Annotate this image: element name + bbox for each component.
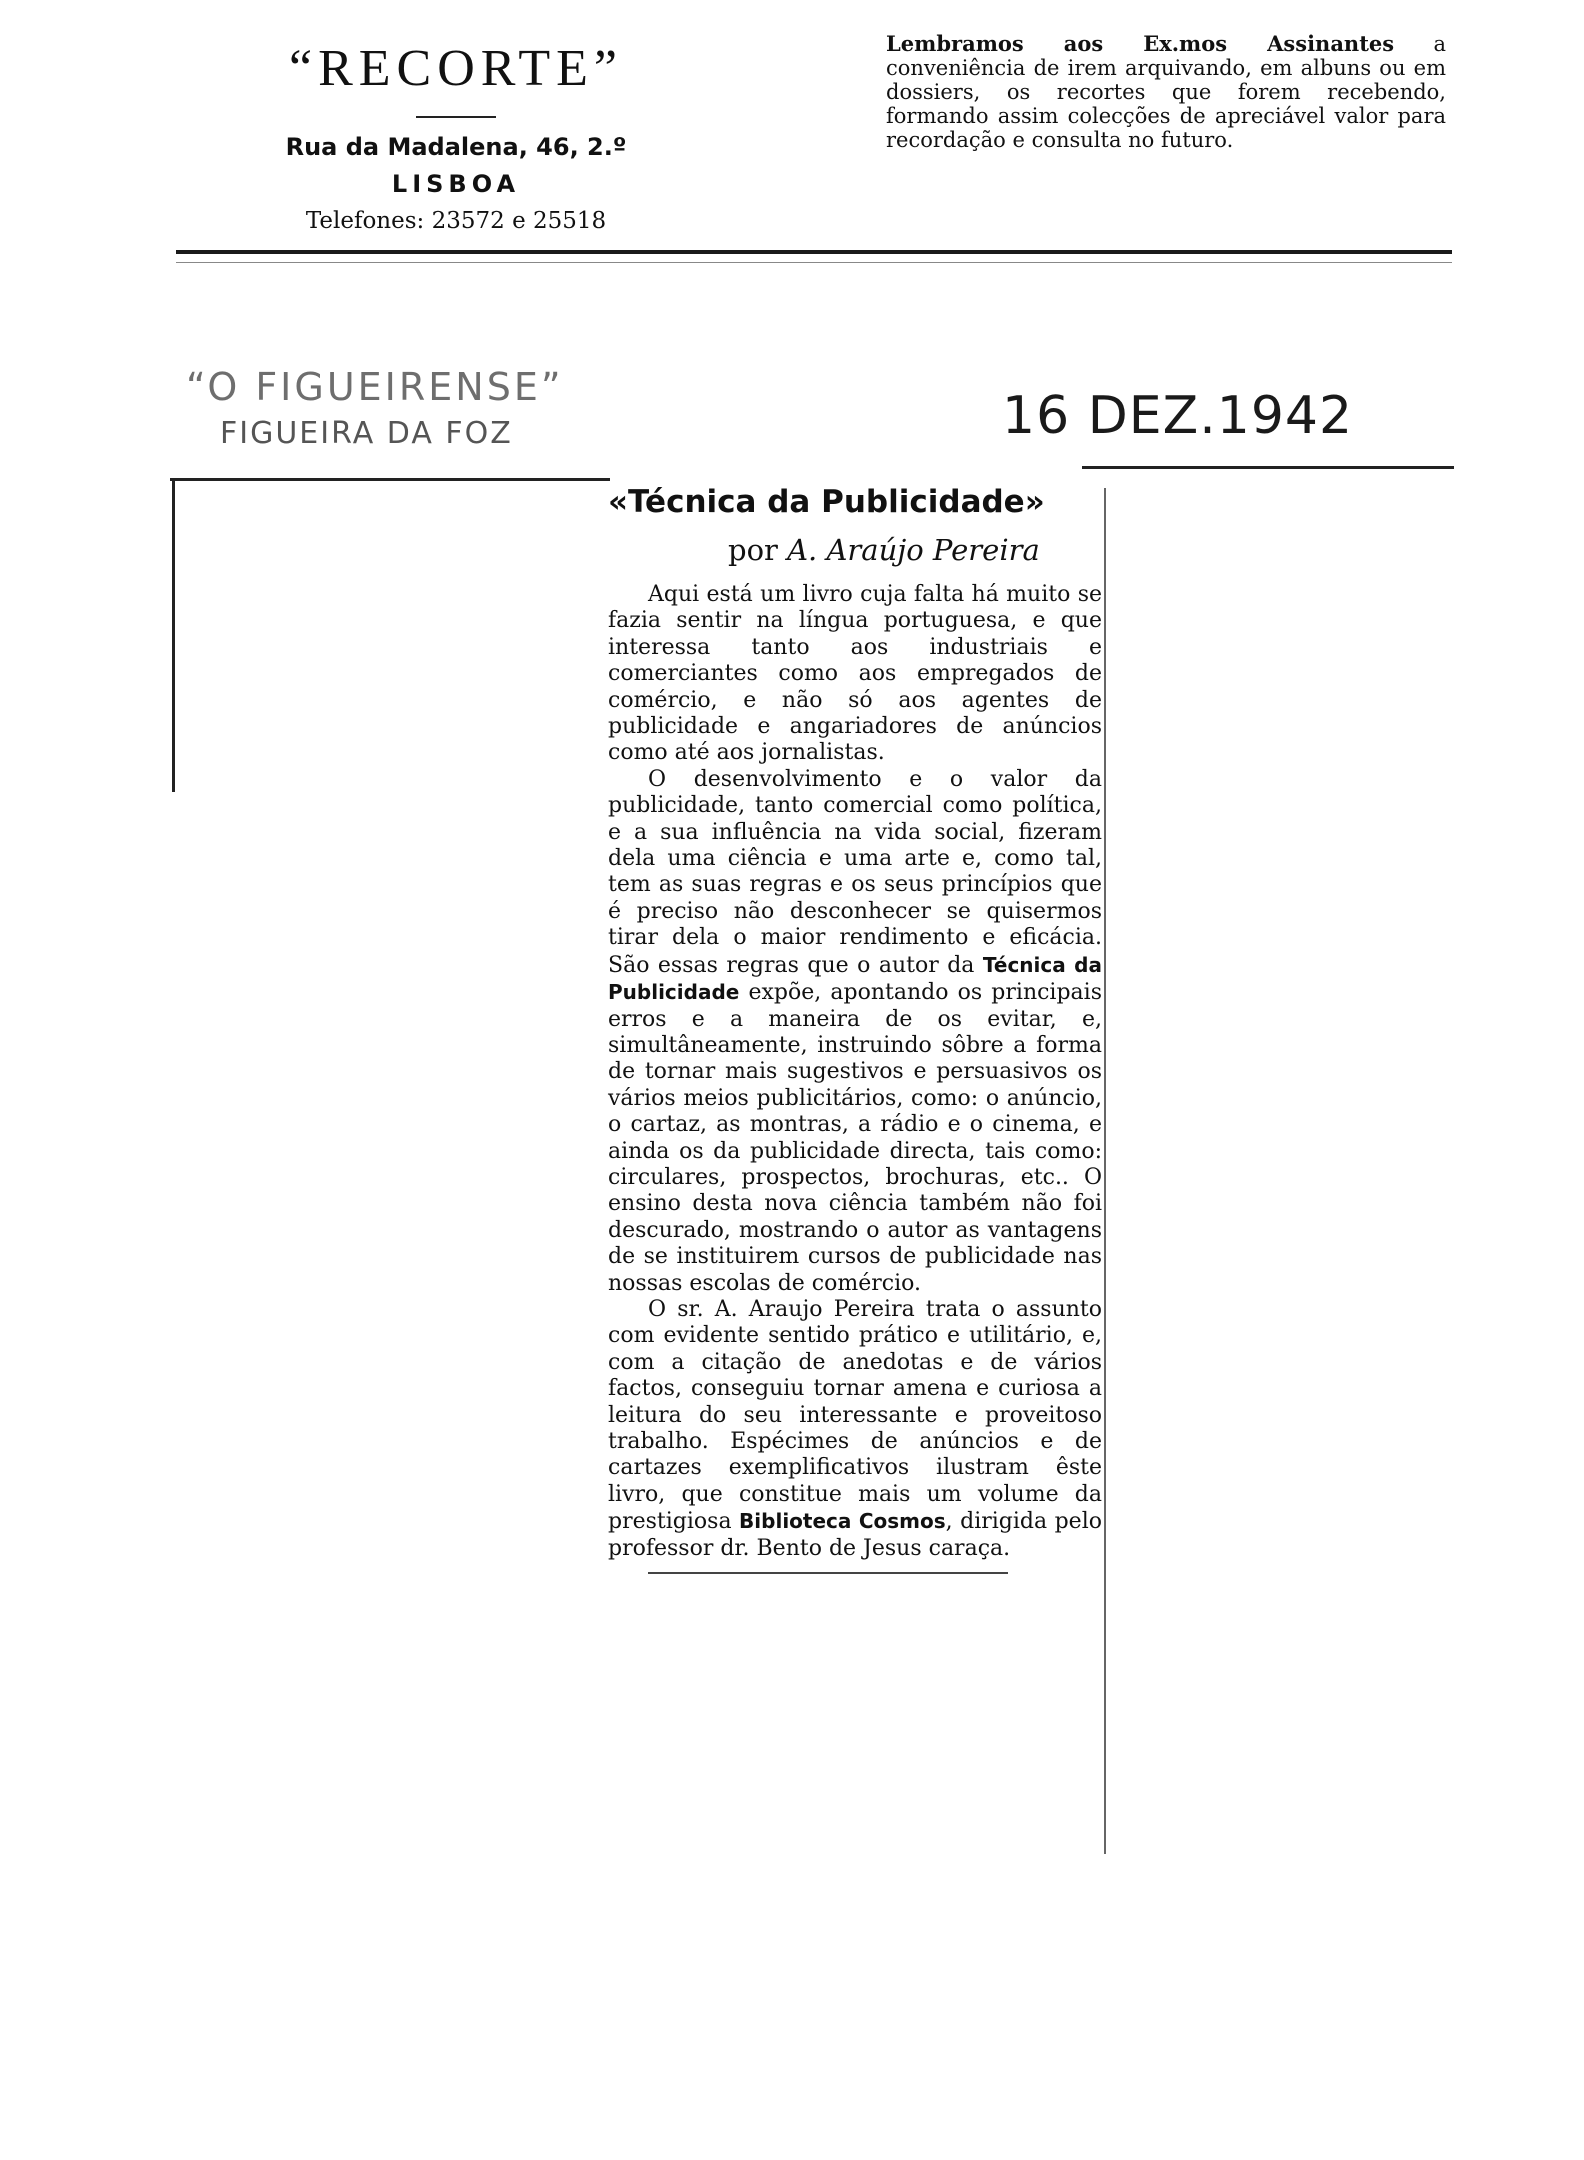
agency-name: “RECORTE” <box>289 40 623 97</box>
letterhead-divider <box>416 116 496 118</box>
article-paragraph-3 <box>608 1297 1102 1562</box>
newspaper-city: FIGUEIRA DA FOZ <box>220 416 513 451</box>
article-clipping <box>608 478 1102 1574</box>
agency-address: Rua da Madalena, 46, 2.º <box>285 133 627 161</box>
newspaper-name: “O FIGUEIRENSE” <box>186 365 564 409</box>
header-divider <box>176 250 1452 254</box>
byline-prefix: por <box>728 533 778 567</box>
notice-lead: Lembramos aos Ex.mos Assinantes <box>886 31 1395 56</box>
agency-city: LISBOA <box>391 170 521 198</box>
article-paragraph-1: Aqui está um livro cuja falta há muito se fazia sentir na língua portuguesa, e que interessa tanto aos industriais e comerciantes como aos empregados de comércio, e não só aos agentes de publicidade e angariadores de anúncios como até aos jornalistas. <box>608 582 1102 766</box>
column-top-rule-left <box>170 478 610 481</box>
article-paragraph-2 <box>608 767 1102 1297</box>
subscriber-notice <box>886 32 1446 152</box>
column-side-rule <box>172 480 175 792</box>
byline-author: A. Araújo Pereira <box>787 533 1040 567</box>
article-title: «Técnica da Publicidade» <box>608 484 1045 520</box>
header-divider-thin <box>176 262 1452 263</box>
paragraph-3-text-b: , dirigida pelo professor dr. Bento de Jesus caraça. <box>608 1509 1102 1561</box>
paragraph-2-text-b: expõe, apontando os principais erros e a maneira de os evitar, e, simultâneamente, instruindo sôbre a forma de tornar mais sugestivos e persuasivos os vários meios publicitários, como: o anúncio, o cartaz, as montras, a rádio e o cinema, e ainda os da publicidade directa, tais como: circulares, prospectos, brochuras, etc.. O ensino desta nova ciência também não foi descurado, mostrando o autor as vantagens de se instituirem cursos de publicidade nas nossas escolas de comércio. <box>608 980 1102 1296</box>
book-title-mention: Técnica da Publicidade <box>608 952 1102 1005</box>
newspaper-stamp <box>186 362 564 456</box>
article-column-rule <box>1104 488 1106 1854</box>
article-end-rule <box>648 1572 1008 1574</box>
date-stamp: 16 DEZ.1942 <box>1002 386 1354 446</box>
article-byline <box>728 526 1102 574</box>
notice-text: a conveniência de irem arquivando, em albuns ou em dossiers, os recortes que forem recebendo, formando assim colecções de apreciável valor para recordação e consulta no futuro. <box>886 32 1446 152</box>
column-top-rule-right <box>1082 466 1454 469</box>
paragraph-3-text-a: O sr. A. Araujo Pereira trata o assunto com evidente sentido prático e utilitário, e, com a citação de anedotas e de vários factos, conseguiu tornar amena e curiosa a leitura do seu interessante e proveitoso trabalho. Espécimes de anúncios e de cartazes exemplificativos ilustram êste livro, que constitue mais um volume da prestigiosa <box>608 1296 1102 1535</box>
agency-phones: Telefones: 23572 e 25518 <box>305 208 607 234</box>
paragraph-2-text-a: O desenvolvimento e o valor da publicidade, tanto comercial como política, e a sua influência na vida social, fizeram dela uma ciência e uma arte e, como tal, tem as suas regras e os seus princípios que é preciso não desconhecer se quisermos tirar dela o maior rendimento e eficácia. São essas regras que o autor da <box>608 766 1102 978</box>
series-name-mention: Biblioteca Cosmos <box>739 1509 946 1534</box>
letterhead <box>176 38 736 238</box>
